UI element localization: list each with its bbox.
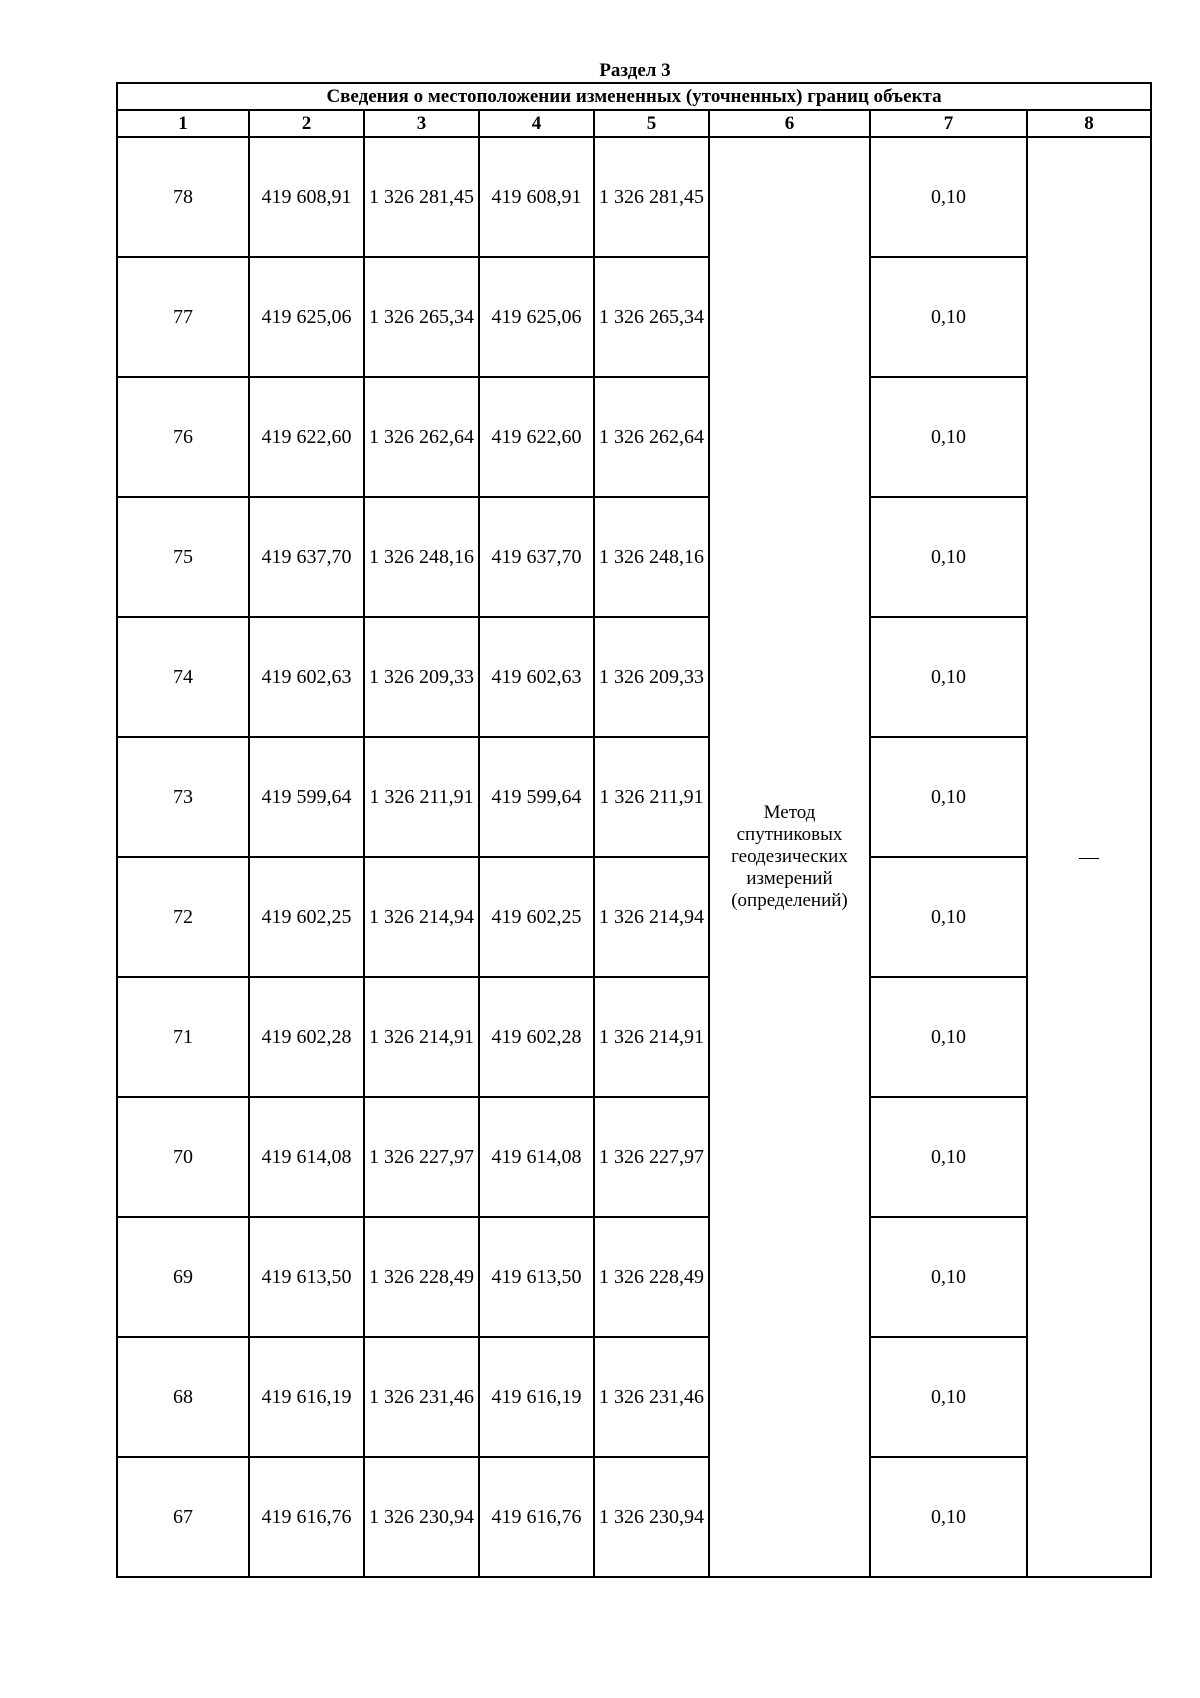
point-number-cell: 74 xyxy=(117,617,249,737)
y-new-cell: 1 326 214,91 xyxy=(594,977,709,1097)
table-row xyxy=(117,617,1151,737)
x-old-cell: 419 599,64 xyxy=(249,737,364,857)
accuracy-cell: 0,10 xyxy=(870,257,1027,377)
accuracy-cell: 0,10 xyxy=(870,1337,1027,1457)
y-new-cell: 1 326 262,64 xyxy=(594,377,709,497)
y-old-cell: 1 326 209,33 xyxy=(364,617,479,737)
table-row xyxy=(117,1097,1151,1217)
y-new-cell: 1 326 228,49 xyxy=(594,1217,709,1337)
x-old-cell: 419 602,28 xyxy=(249,977,364,1097)
x-new-cell: 419 625,06 xyxy=(479,257,594,377)
x-new-cell: 419 602,25 xyxy=(479,857,594,977)
coordinates-table xyxy=(116,82,1152,1578)
y-old-cell: 1 326 230,94 xyxy=(364,1457,479,1577)
x-old-cell: 419 616,19 xyxy=(249,1337,364,1457)
section-title: Раздел 3 xyxy=(599,60,671,81)
point-number-cell: 67 xyxy=(117,1457,249,1577)
x-old-cell: 419 622,60 xyxy=(249,377,364,497)
table-row xyxy=(117,1217,1151,1337)
column-header-2: 2 xyxy=(249,110,364,137)
accuracy-cell: 0,10 xyxy=(870,617,1027,737)
column-header-4: 4 xyxy=(479,110,594,137)
point-number-cell: 72 xyxy=(117,857,249,977)
y-old-cell: 1 326 231,46 xyxy=(364,1337,479,1457)
y-old-cell: 1 326 214,91 xyxy=(364,977,479,1097)
point-number-cell: 73 xyxy=(117,737,249,857)
x-old-cell: 419 637,70 xyxy=(249,497,364,617)
table-row xyxy=(117,137,1151,257)
column-header-3: 3 xyxy=(364,110,479,137)
point-number-cell: 68 xyxy=(117,1337,249,1457)
x-new-cell: 419 599,64 xyxy=(479,737,594,857)
y-new-cell: 1 326 265,34 xyxy=(594,257,709,377)
y-old-cell: 1 326 228,49 xyxy=(364,1217,479,1337)
table-row xyxy=(117,737,1151,857)
y-old-cell: 1 326 211,91 xyxy=(364,737,479,857)
accuracy-cell: 0,10 xyxy=(870,1097,1027,1217)
x-old-cell: 419 614,08 xyxy=(249,1097,364,1217)
accuracy-cell: 0,10 xyxy=(870,977,1027,1097)
y-new-cell: 1 326 214,94 xyxy=(594,857,709,977)
column-header-5: 5 xyxy=(594,110,709,137)
x-new-cell: 419 616,19 xyxy=(479,1337,594,1457)
x-new-cell: 419 613,50 xyxy=(479,1217,594,1337)
table-row xyxy=(117,857,1151,977)
point-number-cell: 69 xyxy=(117,1217,249,1337)
note-cell: — xyxy=(1027,137,1151,1577)
y-old-cell: 1 326 281,45 xyxy=(364,137,479,257)
point-number-cell: 76 xyxy=(117,377,249,497)
table-row xyxy=(117,497,1151,617)
accuracy-cell: 0,10 xyxy=(870,1217,1027,1337)
y-old-cell: 1 326 248,16 xyxy=(364,497,479,617)
x-new-cell: 419 608,91 xyxy=(479,137,594,257)
accuracy-cell: 0,10 xyxy=(870,497,1027,617)
table-row xyxy=(117,377,1151,497)
y-old-cell: 1 326 214,94 xyxy=(364,857,479,977)
column-header-1: 1 xyxy=(117,110,249,137)
y-new-cell: 1 326 248,16 xyxy=(594,497,709,617)
table-row xyxy=(117,1337,1151,1457)
accuracy-cell: 0,10 xyxy=(870,1457,1027,1577)
y-old-cell: 1 326 265,34 xyxy=(364,257,479,377)
accuracy-cell: 0,10 xyxy=(870,857,1027,977)
y-new-cell: 1 326 227,97 xyxy=(594,1097,709,1217)
point-number-cell: 78 xyxy=(117,137,249,257)
y-new-cell: 1 326 211,91 xyxy=(594,737,709,857)
y-new-cell: 1 326 230,94 xyxy=(594,1457,709,1577)
method-cell: Метод спутниковых геодезических измерений (определений) xyxy=(709,137,870,1577)
point-number-cell: 77 xyxy=(117,257,249,377)
table-caption: Сведения о местоположении измененных (уточненных) границ объекта xyxy=(117,83,1151,110)
y-old-cell: 1 326 262,64 xyxy=(364,377,479,497)
x-new-cell: 419 637,70 xyxy=(479,497,594,617)
table-row xyxy=(117,257,1151,377)
x-new-cell: 419 602,28 xyxy=(479,977,594,1097)
table-row xyxy=(117,1457,1151,1577)
column-header-6: 6 xyxy=(709,110,870,137)
accuracy-cell: 0,10 xyxy=(870,377,1027,497)
x-old-cell: 419 602,25 xyxy=(249,857,364,977)
column-header-7: 7 xyxy=(870,110,1027,137)
accuracy-cell: 0,10 xyxy=(870,137,1027,257)
point-number-cell: 75 xyxy=(117,497,249,617)
y-old-cell: 1 326 227,97 xyxy=(364,1097,479,1217)
x-old-cell: 419 602,63 xyxy=(249,617,364,737)
x-new-cell: 419 622,60 xyxy=(479,377,594,497)
table-row xyxy=(117,977,1151,1097)
x-old-cell: 419 613,50 xyxy=(249,1217,364,1337)
column-header-8: 8 xyxy=(1027,110,1151,137)
point-number-cell: 71 xyxy=(117,977,249,1097)
point-number-cell: 70 xyxy=(117,1097,249,1217)
x-new-cell: 419 616,76 xyxy=(479,1457,594,1577)
table-body xyxy=(117,137,1151,1577)
x-old-cell: 419 616,76 xyxy=(249,1457,364,1577)
y-new-cell: 1 326 231,46 xyxy=(594,1337,709,1457)
x-old-cell: 419 625,06 xyxy=(249,257,364,377)
y-new-cell: 1 326 281,45 xyxy=(594,137,709,257)
y-new-cell: 1 326 209,33 xyxy=(594,617,709,737)
x-new-cell: 419 614,08 xyxy=(479,1097,594,1217)
x-old-cell: 419 608,91 xyxy=(249,137,364,257)
x-new-cell: 419 602,63 xyxy=(479,617,594,737)
accuracy-cell: 0,10 xyxy=(870,737,1027,857)
